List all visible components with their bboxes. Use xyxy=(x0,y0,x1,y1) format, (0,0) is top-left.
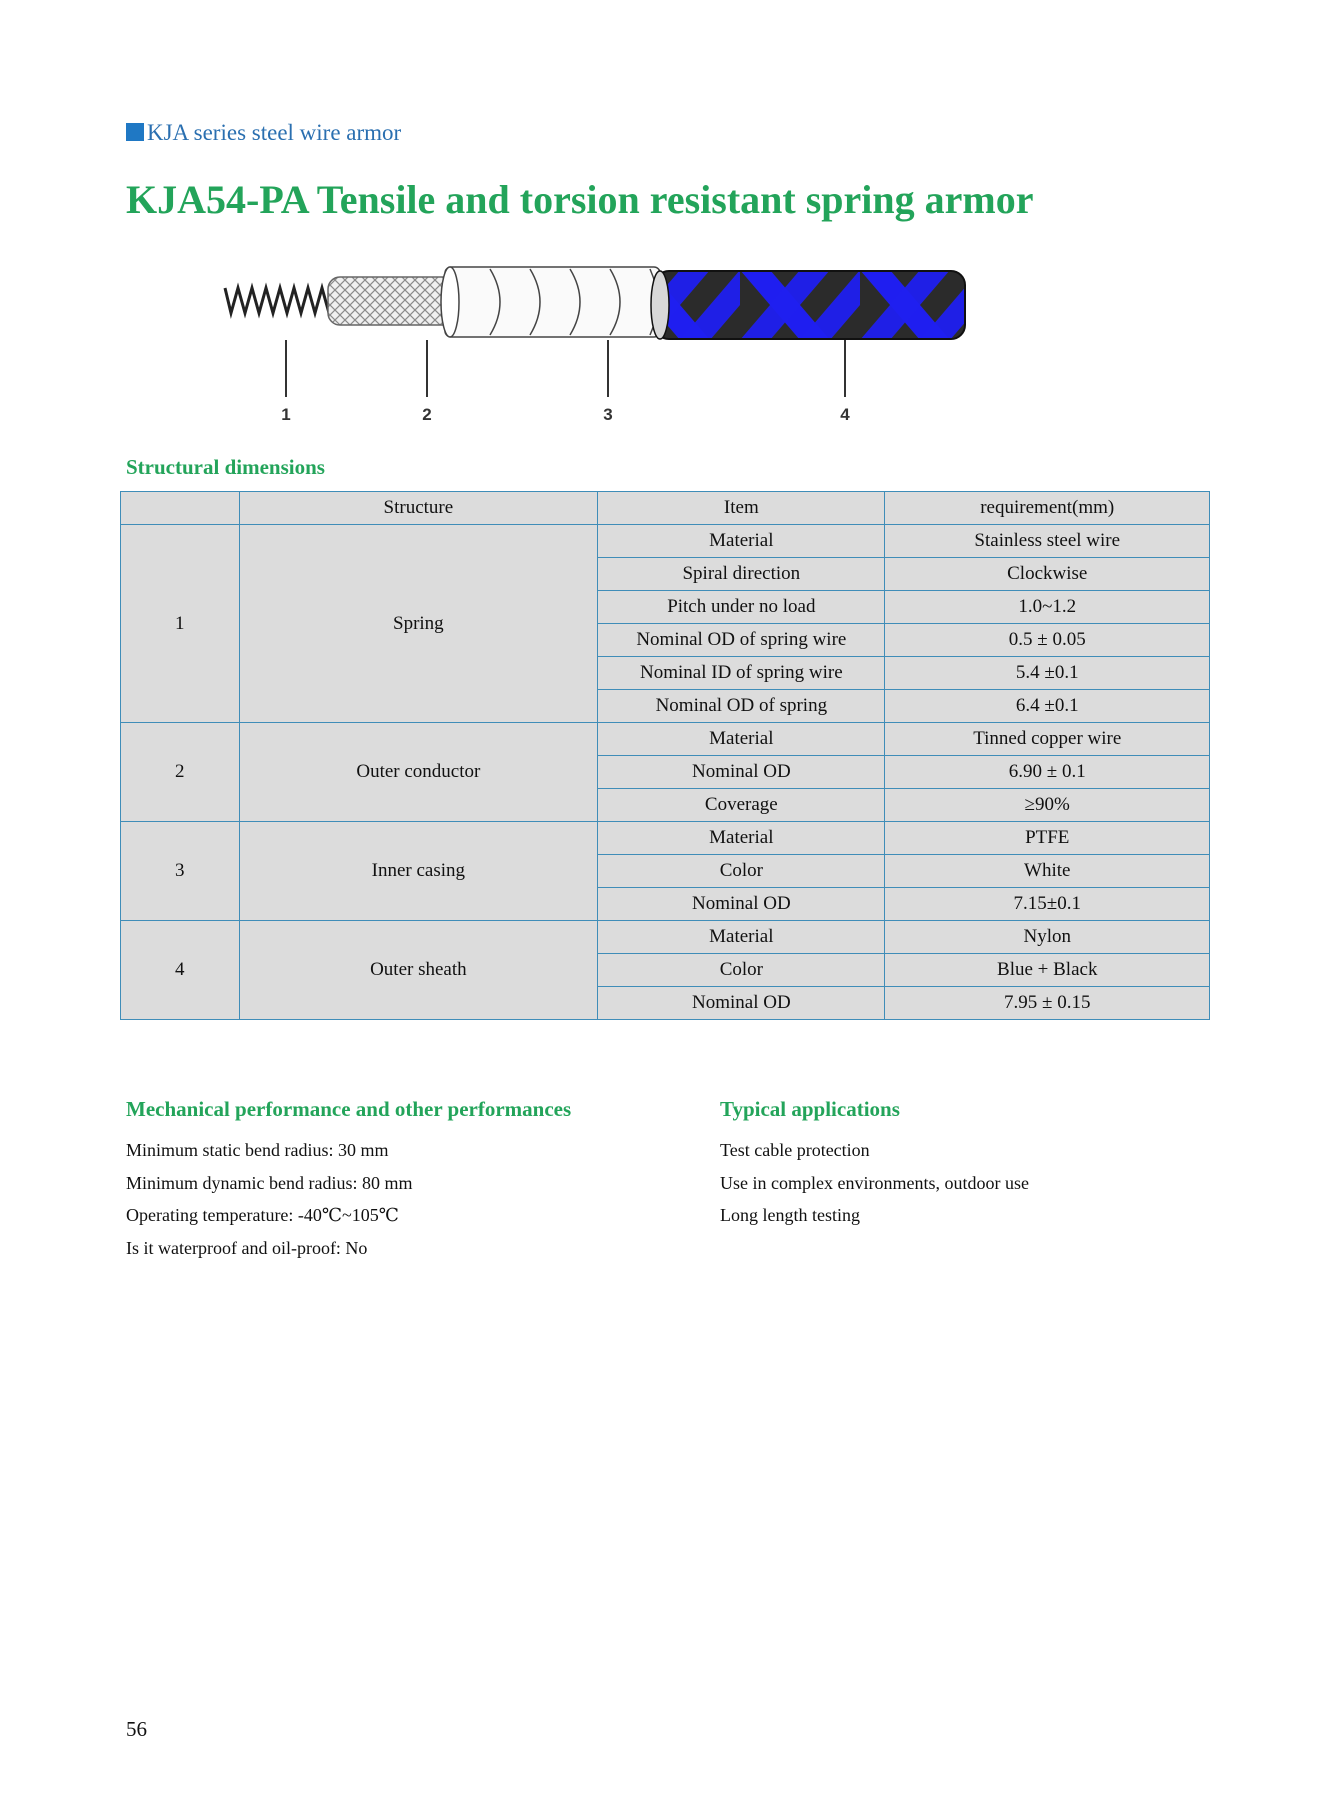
requirement-cell: Blue + Black xyxy=(885,954,1210,987)
requirement-cell: Stainless steel wire xyxy=(885,525,1210,558)
page-number: 56 xyxy=(126,1717,147,1741)
row-index-cell: 4 xyxy=(121,921,240,1020)
series-heading xyxy=(126,120,401,146)
series-text: KJA series steel wire armor xyxy=(147,120,402,145)
structure-cell: Outer sheath xyxy=(239,921,598,1020)
item-cell: Pitch under no load xyxy=(598,591,885,624)
row-index-cell: 2 xyxy=(121,723,240,822)
item-cell: Spiral direction xyxy=(598,558,885,591)
structure-cell: Inner casing xyxy=(239,822,598,921)
requirement-cell: 6.4 ±0.1 xyxy=(885,690,1210,723)
requirement-cell: 1.0~1.2 xyxy=(885,591,1210,624)
item-cell: Nominal OD xyxy=(598,987,885,1020)
requirement-cell: 0.5 ± 0.05 xyxy=(885,624,1210,657)
item-cell: Nominal OD xyxy=(598,888,885,921)
structural-dimensions-table xyxy=(120,491,1210,1020)
item-cell: Color xyxy=(598,855,885,888)
item-cell: Nominal OD xyxy=(598,756,885,789)
structure-cell: Spring xyxy=(239,525,598,723)
table-row xyxy=(121,723,1210,756)
list-item: Operating temperature: -40℃~105℃ xyxy=(126,1205,399,1225)
list-item: Test cable protection xyxy=(720,1140,870,1160)
item-cell: Color xyxy=(598,954,885,987)
table-row xyxy=(121,822,1210,855)
diagram-label-4: 4 xyxy=(840,405,850,424)
header-structure-cell: Structure xyxy=(239,492,598,525)
header-index-cell xyxy=(121,492,240,525)
inner-casing-layer xyxy=(441,267,660,337)
typical-applications-list xyxy=(720,1134,1029,1232)
table-row xyxy=(121,921,1210,954)
diagram-label-1: 1 xyxy=(281,405,291,424)
row-index-cell: 3 xyxy=(121,822,240,921)
item-cell: Material xyxy=(598,822,885,855)
requirement-cell: 7.95 ± 0.15 xyxy=(885,987,1210,1020)
structure-cell: Outer conductor xyxy=(239,723,598,822)
list-item: Minimum static bend radius: 30 mm xyxy=(126,1140,389,1160)
row-index-cell: 1 xyxy=(121,525,240,723)
requirement-cell: White xyxy=(885,855,1210,888)
structural-dimensions-heading: Structural dimensions xyxy=(126,455,325,479)
typical-applications-heading: Typical applications xyxy=(720,1097,900,1121)
diagram-label-3: 3 xyxy=(603,405,613,424)
table-header-row xyxy=(121,492,1210,525)
list-item: Minimum dynamic bend radius: 80 mm xyxy=(126,1172,413,1193)
header-requirement-cell: requirement(mm) xyxy=(885,492,1210,525)
mechanical-performance-list xyxy=(126,1134,412,1264)
requirement-cell: 7.15±0.1 xyxy=(885,888,1210,921)
item-cell: Nominal OD of spring wire xyxy=(598,624,885,657)
requirement-cell: PTFE xyxy=(885,822,1210,855)
requirement-cell: Clockwise xyxy=(885,558,1210,591)
table-row xyxy=(121,525,1210,558)
outer-sheath-layer xyxy=(651,271,965,339)
item-cell: Material xyxy=(598,723,885,756)
requirement-cell: 5.4 ±0.1 xyxy=(885,657,1210,690)
item-cell: Coverage xyxy=(598,789,885,822)
cable-structure-diagram xyxy=(210,245,1110,445)
item-cell: Material xyxy=(598,921,885,954)
diagram-label-2: 2 xyxy=(422,405,432,424)
square-bullet-icon xyxy=(126,123,144,141)
header-item-cell: Item xyxy=(598,492,885,525)
item-cell: Nominal ID of spring wire xyxy=(598,657,885,690)
mechanical-performance-heading: Mechanical performance and other performances xyxy=(126,1097,572,1121)
requirement-cell: Nylon xyxy=(885,921,1210,954)
list-item: Long length testing xyxy=(720,1205,860,1225)
list-item: Use in complex environments, outdoor use xyxy=(720,1172,1029,1193)
spring-coil xyxy=(225,288,336,313)
requirement-cell: ≥90% xyxy=(885,789,1210,822)
requirement-cell: 6.90 ± 0.1 xyxy=(885,756,1210,789)
item-cell: Material xyxy=(598,525,885,558)
list-item: Is it waterproof and oil-proof: No xyxy=(126,1237,368,1258)
page-title: KJA54-PA Tensile and torsion resistant spring armor xyxy=(126,177,1034,222)
item-cell: Nominal OD of spring xyxy=(598,690,885,723)
requirement-cell: Tinned copper wire xyxy=(885,723,1210,756)
